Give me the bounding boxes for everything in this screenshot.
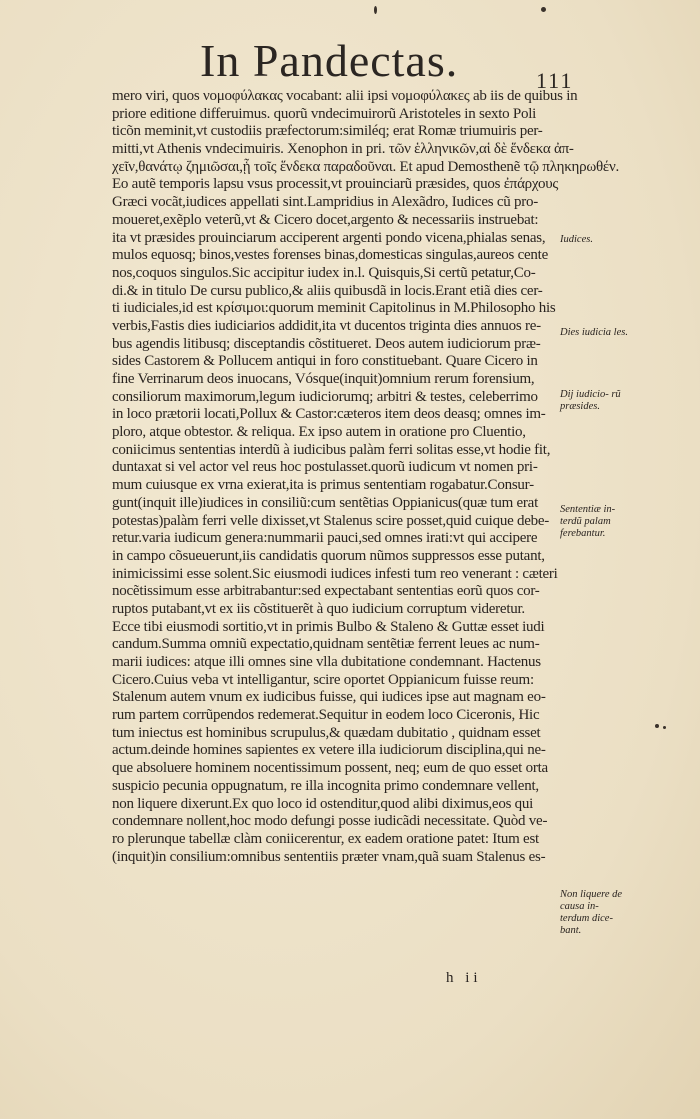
text-line: condemnare nollent,hoc modo defungi posse iudicãdi necessitate. Quòd ve-	[112, 813, 548, 830]
text-line: consiliorum maximorum,legum iudiciorumq; arbitri & testes, celeberrimo	[112, 388, 538, 405]
margin-note-non-liquere: Non liquere de causa in- terdum dice- bant.	[560, 889, 623, 936]
text-line: duntaxat si vel actor vel reus hoc postulasset.quorũ iudicum vt nomen pri-	[112, 459, 538, 476]
text-line: retur.varia iudicum genera:nummarii pauci,sed omnes irati:vt qui accipere	[112, 530, 538, 547]
running-header-title: In Pandectas.	[200, 35, 459, 86]
text-line: potestas)palàm ferri velle dixisset,vt Stalenus scire posset,quid cuique debe-	[112, 512, 550, 529]
ink-speck	[663, 726, 666, 729]
text-line: Eo autẽ temporis lapsu vsus processit,vt prouinciarũ præsides, quos ἐπάρχους	[112, 176, 559, 193]
text-line: inimicissimi esse solent.Sic eiusmodi iudices infesti tum reo venerant : cæteri	[112, 565, 558, 582]
text-line: sides Castorem & Pollucem antiqui in foro constituebant. Quare Cicero in	[112, 353, 538, 370]
ink-speck	[541, 7, 546, 12]
text-line: suspicio pecunia oppugnatum, re illa incognita primo condemnare vellent,	[112, 777, 539, 794]
text-line: χεῖν,θανάτῳ ζημιῶσαι,ᾗ τοῖς ἕνδεκα παραδοῦναι. Et apud Demosthenẽ τῷ πληκηρωθέν.	[112, 158, 619, 175]
text-line: tum iniectus est hominibus scrupulus,& quædam dubitatio , quidnam esset	[112, 724, 541, 741]
ink-speck	[655, 724, 659, 728]
text-line: ro plerunque tabellæ clàm coniicerentur, ex eadem oratione patet: Itum est	[112, 830, 539, 847]
ink-speck	[374, 6, 377, 14]
signature-mark: h ii	[446, 970, 482, 986]
text-line: ti iudiciales,id est κρίσιμοι:quorum meminit Capitolinus in M.Philosopho his	[112, 300, 556, 317]
text-line: priore editione differuimus. quorũ vndecimuirorũ Aristoteles in sexto Poli	[112, 105, 537, 122]
text-line: bus agendis litibusq; disceptandis cõstitueret. Deos autem iudiciorum præ-	[112, 335, 541, 352]
text-line: moueret,exẽplo veterũ,vt & Cicero docet,argento & necessariis instruebat:	[112, 211, 539, 228]
text-line: fine Verrinarum deos inuocans, Vósque(inquit)omnium rerum forensium,	[112, 371, 535, 387]
margin-note-dies-iudicia: Dies iudicia les.	[560, 327, 628, 338]
margin-note-dij-iudiciorum: Dij iudicio- rũ præsides.	[560, 389, 621, 412]
text-line: Ecce tibi eiusmodi sortitio,vt in primis Bulbo & Staleno & Guttæ esset iudi	[112, 618, 545, 635]
text-line: mero viri, quos νομοφύλακας vocabant: alii ipsi νομοφύλακες ab iis de quibus in	[112, 88, 578, 104]
text-line: in loco prætorii locati,Pollux & Castor:cæteros item deos deasq; omnes im-	[112, 406, 546, 423]
page-number: 111	[536, 68, 574, 93]
text-line: verbis,Fastis dies iudiciarios addidit,ita vt ducentos triginta dies annuos re-	[112, 317, 541, 334]
text-line: mitti,vt Athenis vndecimuiris. Xenophon in pri. τῶν ἑλληνικῶν,αἱ δὲ ἕνδεκα ἀπ-	[112, 141, 574, 158]
text-line: in campo cõsueuerunt,iis candidatis quorum nũmos suppressos esse putant,	[112, 547, 545, 564]
text-line: di.& in titulo De cursu publico,& aliis quibusdã in locis.Erant etiã dies cer-	[112, 282, 543, 299]
text-line: mum cuiusque ex vrna exierat,ita is primus sententiam rogabatur.Consur-	[112, 477, 534, 494]
text-line: Stalenum autem vnum ex iudicibus fuisse, qui iudices ipse aut magnam eo-	[112, 689, 546, 706]
margin-note-iudices: Iudices.	[560, 234, 593, 245]
text-line: nos,coquos singulos.Sic accipitur iudex in.l. Quisquis,Si certũ petatur,Co-	[112, 264, 536, 281]
text-line: candum.Summa omniũ expectatio,quidnam sentẽtiæ ferrent leues ac num-	[112, 636, 540, 653]
text-line: marii iudices: atque illi omnes sine vlla dubitatione condemnant. Hactenus	[112, 654, 541, 670]
text-line: ruptos putabant,vt ex iis cõstituerẽt à quo iudicium corruptum videretur.	[112, 600, 525, 617]
text-line: Cicero.Cuius veba vt intelligantur, scire oportet Oppianicum fuisse reum:	[112, 671, 534, 688]
text-line: (inquit)in consilium:omnibus sententiis præter vnam,quã suam Stalenus es-	[112, 848, 546, 865]
margin-note-sententiae: Sententiæ in- terdũ palam ferebantur.	[560, 504, 616, 539]
text-line: mulos equosq; binos,vestes forenses binas,domesticas singulas,aureos cente	[112, 247, 548, 264]
text-line: rum partem corrũpendos redemerat.Sequitur in eodem loco Ciceronis, Hic	[112, 707, 540, 724]
text-line: ploro, atque obtestor. & reliqua. Ex ipso autem in oratione pro Cluentio,	[112, 424, 526, 441]
text-line: ticõn meminit,vt custodiis præfectorum:similéq; erat Romæ triumuiris per-	[112, 123, 543, 140]
text-line: que absoluere hominem nocentissimum possent, neq; eum de quo esset orta	[112, 760, 548, 777]
text-line: Græci vocãt,iudices appellati sint.Lampridius in Alexãdro, Iudices cũ pro-	[112, 194, 538, 211]
text-line: gunt(inquit ille)iudices in consiliũ:cum sentẽtias Oppianicus(quæ tum erat	[112, 494, 538, 511]
text-line: ita vt præsides prouinciarum acciperent argenti pondo vicena,phialas senas,	[112, 229, 546, 246]
text-line: nocẽtissimum esse arbitrabantur:sed expectabant sententias eorũ quos cor-	[112, 583, 540, 600]
text-line: coniicimus sententias interdũ à iudicibus palàm ferri solitas esse,vt hodie fit,	[112, 441, 551, 458]
text-line: actum.deinde homines sapientes ex vetere illa iudiciorum disciplina,qui ne-	[112, 742, 546, 759]
text-line: non liquere dixerunt.Ex quo loco id ostenditur,quod alibi diximus,eos qui	[112, 795, 534, 812]
